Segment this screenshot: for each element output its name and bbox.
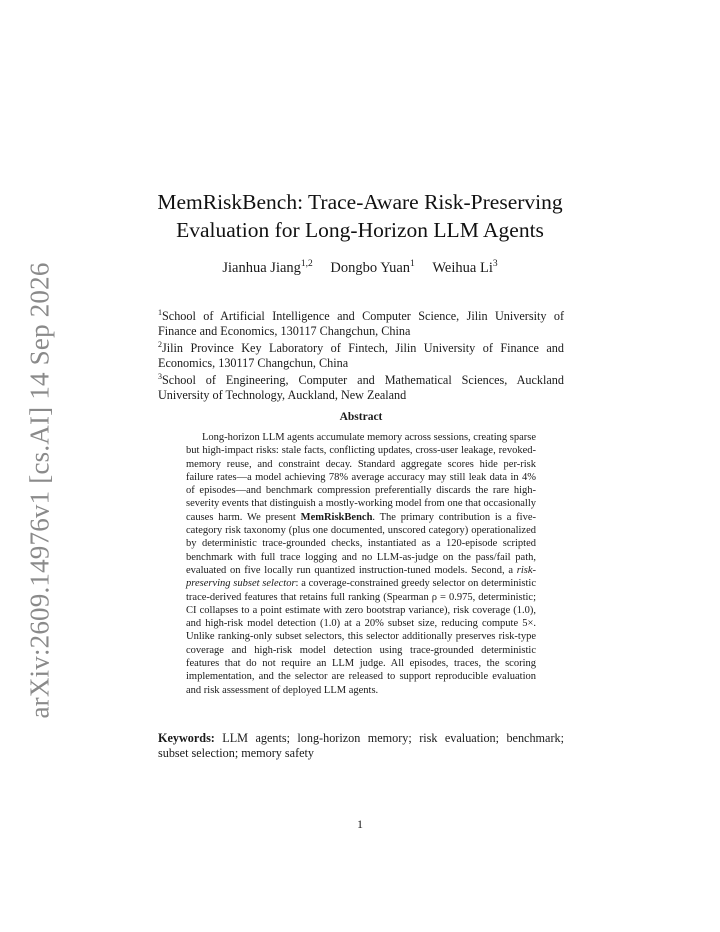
affiliation-text: Jilin Province Key Laboratory of Fintech, Jilin University of Finance and Economics, 130117 Changchun, China (158, 341, 564, 370)
page-number: 1 (357, 817, 363, 831)
title-line-2: Evaluation for Long-Horizon LLM Agents (176, 218, 544, 242)
title-line-1: MemRiskBench: Trace-Aware Risk-Preserving (157, 190, 563, 214)
keywords-label: Keywords: (158, 731, 215, 745)
keywords (158, 731, 564, 761)
arxiv-side-stamp (18, 262, 62, 718)
arxiv-identifier: arXiv:2609.14976v1 [cs.AI] 14 Sep 2026 (24, 261, 55, 719)
author-name: Weihua Li (432, 259, 493, 276)
author-affiliation-mark: 3 (492, 259, 498, 269)
affiliation (158, 370, 564, 402)
author (330, 260, 414, 276)
abstract-text: : a coverage-constrained greedy selector on deterministic trace-derived features that retains full ranking (Spearman ρ = 0.975, deterministic; CI collapses to a point estimate with zero bootstrap variance), risk coverage (1.0), and high-risk model detection (1.0) at a 20% subset size, reducing compute 5×. Unlike ranking-only subset selectors, this selector additionally preserves risk-type coverage and high-risk model detection using trace-grounded deterministic features that do not require an LLM judge. All episodes, traces, the scoring implementation, and the selector are released to support reproducible evaluation and risk assessment of deployed LLM agents. (186, 578, 536, 696)
benchmark-name: MemRiskBench (300, 511, 373, 523)
author-name: Dongbo Yuan (330, 259, 411, 276)
affiliation-text: School of Artificial Intelligence and Computer Science, Jilin University of Finance and Economics, 130117 Changchun, China (158, 309, 564, 338)
author-affiliation-mark: 1,2 (300, 259, 313, 269)
affiliation (158, 338, 564, 370)
affiliation-mark: 3 (158, 372, 162, 382)
author (222, 260, 312, 276)
author-name: Jianhua Jiang (222, 259, 301, 276)
keywords-text: LLM agents; long-horizon memory; risk evaluation; benchmark; subset selection; memory safety (158, 731, 564, 760)
affiliation-mark: 2 (158, 340, 162, 350)
author-list (120, 255, 600, 277)
author (432, 260, 497, 276)
affiliation-list (158, 306, 564, 402)
abstract-heading: Abstract (339, 411, 383, 423)
paper-title (120, 188, 600, 244)
author-affiliation-mark: 1 (410, 259, 415, 269)
affiliation-text: School of Engineering, Computer and Mathematical Sciences, Auckland University of Technology, Auckland, New Zealand (158, 373, 564, 402)
affiliation (158, 306, 564, 338)
affiliation-mark: 1 (158, 308, 162, 317)
abstract-body (186, 431, 536, 697)
abstract-text: . The primary contribution is a five-category risk taxonomy (plus one documented, unscored category) operationalized by deterministic trace-grounded checks, instantiated as a 120-episode scripted benchmark with full trace logging and no LLM-as-judge on the pass/fail path, evaluated on five locally run quantized instruction-tuned models. Second, a (186, 511, 536, 576)
selector-term: risk-preserving subset selector (186, 564, 536, 590)
abstract-text: Long-horizon LLM agents accumulate memory across sessions, creating sparse but high-impact risks: stale facts, conflicting updates, cross-user leakage, revoked-memory reuse, and constraint decay. Standard aggregate scores hide per-risk failure rates—a model achieving 78% average accuracy may still leak data in 4% of episodes—and benchmark compression preferentially discards the rare high-severity events that distinguish a mostly-working model from one that occasionally causes harm. We present (186, 432, 536, 523)
